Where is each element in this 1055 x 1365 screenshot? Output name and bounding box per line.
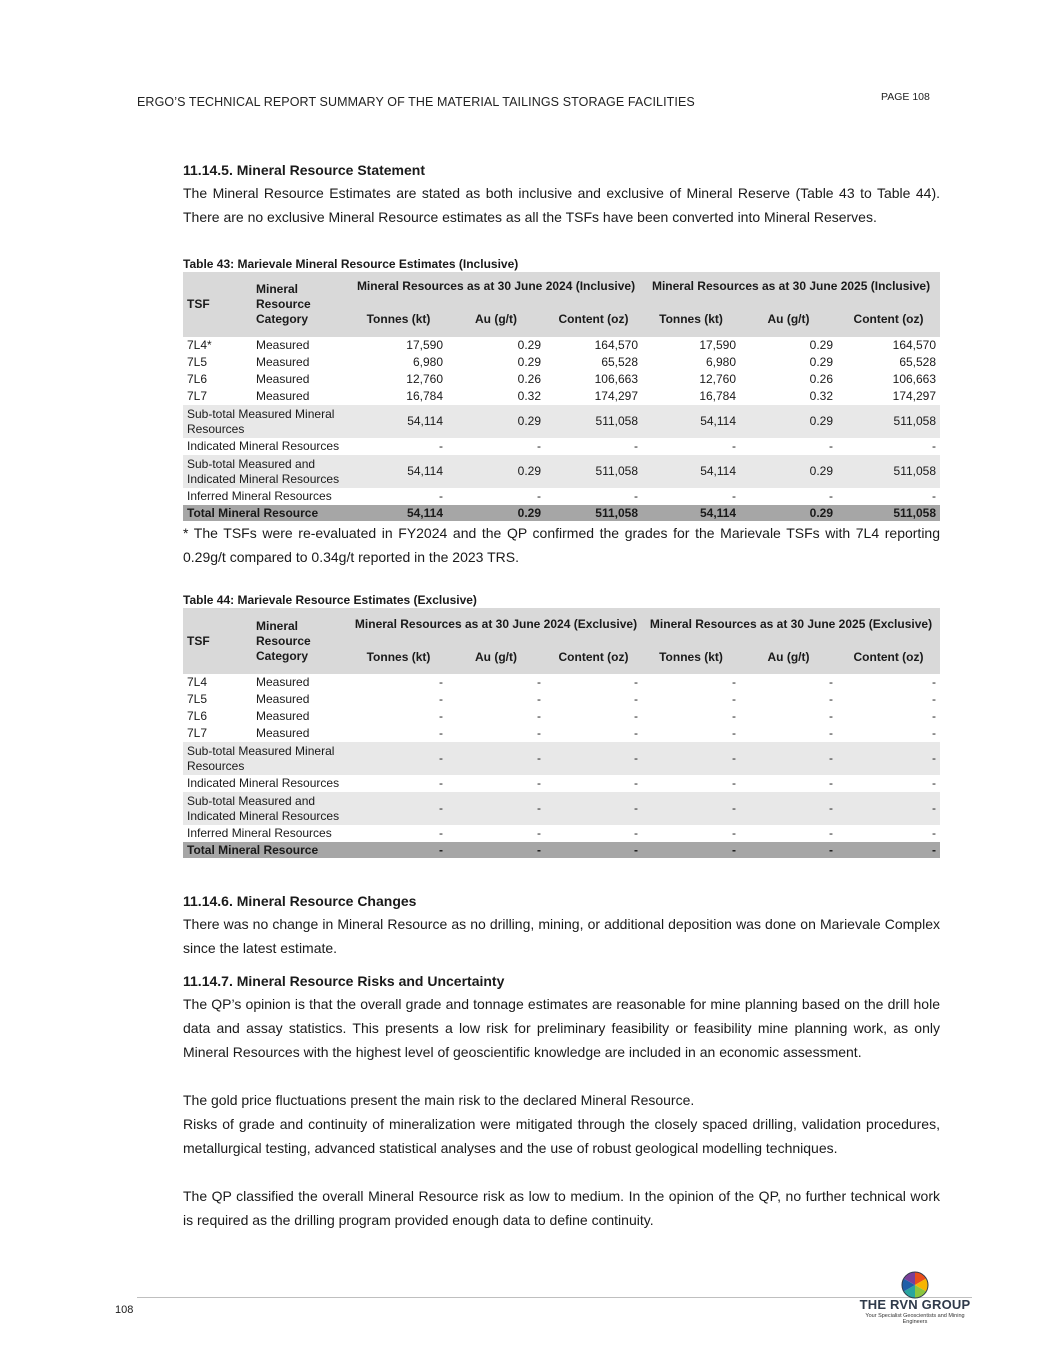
cell-label: Sub-total Measured and Indicated Mineral Resources	[183, 792, 350, 825]
cell-value: -	[634, 692, 638, 706]
col-header-tonnes: Tonnes (kt)	[350, 301, 447, 337]
section-heading: 11.14.7. Mineral Resource Risks and Uncertainty	[183, 973, 505, 989]
table-row	[183, 775, 940, 792]
cell-value: 0.29	[740, 505, 837, 521]
cell-value: 0.29	[517, 338, 541, 352]
cell-value: -	[634, 675, 638, 689]
col-header-content: Content (oz)	[545, 640, 642, 674]
cell-value: -	[447, 792, 545, 825]
cell-value: -	[439, 776, 443, 790]
cell-value: 12,760	[406, 372, 443, 386]
col-header-au: Au (g/t)	[740, 301, 837, 337]
cell-value: -	[439, 692, 443, 706]
cell-value: -	[439, 826, 443, 840]
cell-value: -	[439, 439, 443, 453]
cell-value: 511,058	[837, 455, 940, 488]
col-group-2025: Mineral Resources as at 30 June 2025 (Inclusive)	[642, 272, 940, 301]
cell-value: 0.29	[517, 355, 541, 369]
cell-label: Inferred Mineral Resources	[187, 826, 332, 840]
resource-table-inclusive	[183, 272, 940, 521]
table-row	[183, 371, 940, 388]
table-row	[183, 825, 940, 842]
cell-label: Inferred Mineral Resources	[187, 489, 332, 503]
table-row	[183, 438, 940, 455]
cell-value: -	[837, 792, 940, 825]
paragraph: The Mineral Resource Estimates are stated as both inclusive and exclusive of Mineral Reserve (Table 43 to Table 44). There are no exclusive Mineral Resource estimates as all the TSFs have been converted into Mineral Reserves.	[183, 185, 940, 225]
cell-value: -	[740, 842, 837, 858]
col-header-content: Content (oz)	[837, 640, 940, 674]
cell-label: Total Mineral Resource	[183, 505, 350, 521]
cell-value: -	[545, 842, 642, 858]
col-header-tsf: TSF	[183, 608, 252, 674]
cell-value: -	[439, 675, 443, 689]
table-row	[183, 354, 940, 371]
cell-label: Indicated Mineral Resources	[187, 439, 340, 453]
cell-value: -	[537, 709, 541, 723]
table-note: * The TSFs were re-evaluated in FY2024 and the QP confirmed the grades for the Marievale TSFs with 7L4 reporting 0.29g/t compared to 0.34g/t reported in the 2023 TRS.	[183, 525, 940, 565]
cell-value: -	[732, 692, 736, 706]
cell-value: -	[545, 742, 642, 775]
cell-value: 54,114	[642, 405, 740, 438]
cell-value: 174,297	[892, 389, 937, 403]
cell-value: -	[642, 792, 740, 825]
cell-value: -	[932, 675, 936, 689]
col-header-au: Au (g/t)	[447, 301, 545, 337]
cell-value: -	[732, 709, 736, 723]
cell-tsf: 7L7	[187, 726, 208, 740]
cell-value: 174,297	[594, 389, 639, 403]
resource-table-exclusive	[183, 608, 940, 858]
cell-value: 65,528	[899, 355, 937, 369]
header-title: ERGO’S TECHNICAL REPORT SUMMARY OF THE MATERIAL TAILINGS STORAGE FACILITIES	[137, 95, 695, 109]
paragraph: The gold price fluctuations present the main risk to the declared Mineral Resource.	[183, 1092, 695, 1108]
table-row	[183, 488, 940, 505]
paragraph: The QP classified the overall Mineral Resource risk as low to medium. In the opinion of the QP, no further technical work is required as the drilling program provided enough data to define continuity.	[183, 1188, 940, 1228]
cell-value: -	[732, 776, 736, 790]
cell-value: 0.29	[809, 355, 834, 369]
subtotal-row	[183, 742, 940, 775]
cell-value: -	[932, 489, 937, 503]
paragraph: There was no change in Mineral Resource as no drilling, mining, or additional deposition was done on Marievale Complex since the latest estimate.	[183, 916, 940, 956]
cell-value: 0.29	[447, 455, 545, 488]
cell-tsf: 7L4*	[187, 338, 212, 352]
cell-value: -	[634, 489, 639, 503]
footer-divider	[137, 1297, 972, 1298]
cell-value: -	[537, 826, 541, 840]
table-row	[183, 691, 940, 708]
col-header-au: Au (g/t)	[447, 640, 545, 674]
cell-value: -	[642, 842, 740, 858]
col-header-tonnes: Tonnes (kt)	[350, 640, 447, 674]
cell-value: 17,590	[699, 338, 737, 352]
cell-value: 12,760	[699, 372, 737, 386]
total-row	[183, 842, 940, 858]
col-header-tonnes: Tonnes (kt)	[642, 640, 740, 674]
cell-category: Measured	[256, 692, 310, 706]
cell-value: -	[829, 489, 834, 503]
cell-value: 54,114	[642, 505, 740, 521]
rvn-group-logo	[855, 1270, 975, 1325]
cell-category: Measured	[256, 675, 310, 689]
cell-label: Sub-total Measured Mineral Resources	[183, 405, 350, 438]
table-row	[183, 725, 940, 742]
total-row	[183, 505, 940, 521]
col-header-category: Mineral Resource Category	[252, 608, 350, 674]
cell-value: -	[634, 709, 638, 723]
cell-value: -	[932, 439, 937, 453]
section-resource-changes	[183, 892, 940, 960]
cell-tsf: 7L5	[187, 692, 208, 706]
cell-value: -	[829, 692, 833, 706]
table-43-block	[183, 256, 940, 569]
cell-category: Measured	[256, 355, 310, 369]
cell-value: -	[537, 439, 541, 453]
cell-value: -	[732, 439, 737, 453]
cell-value: 0.29	[740, 455, 837, 488]
table-caption: Table 44: Marievale Resource Estimates (Exclusive)	[183, 593, 477, 607]
section-resource-statement	[183, 161, 940, 229]
cell-value: 6,980	[705, 355, 737, 369]
cell-category: Measured	[256, 372, 310, 386]
cell-value: -	[447, 742, 545, 775]
cell-tsf: 7L5	[187, 355, 208, 369]
cell-value: -	[537, 776, 541, 790]
cell-value: 106,663	[892, 372, 937, 386]
cell-value: 0.26	[809, 372, 834, 386]
cell-value: -	[634, 439, 639, 453]
table-row	[183, 388, 940, 405]
col-group-2024: Mineral Resources as at 30 June 2024 (Exclusive)	[350, 608, 642, 640]
cell-value: -	[932, 726, 936, 740]
cell-value: -	[740, 742, 837, 775]
col-header-tsf: TSF	[183, 272, 252, 337]
cell-value: -	[732, 726, 736, 740]
cell-label: Total Mineral Resource	[183, 842, 350, 858]
cell-value: 65,528	[601, 355, 639, 369]
cell-value: 511,058	[545, 455, 642, 488]
col-group-2025: Mineral Resources as at 30 June 2025 (Exclusive)	[642, 608, 940, 640]
cell-value: -	[932, 826, 936, 840]
table-row	[183, 674, 940, 691]
header-page-label: PAGE 108	[881, 91, 930, 103]
cell-value: 511,058	[545, 505, 642, 521]
logo-text: THE RVN GROUP	[859, 1297, 971, 1312]
cell-value: -	[732, 675, 736, 689]
cell-value: 0.29	[447, 505, 545, 521]
cell-label: Sub-total Measured and Indicated Mineral Resources	[183, 455, 350, 488]
cell-value: -	[837, 842, 940, 858]
cell-value: 164,570	[594, 338, 639, 352]
cell-value: -	[932, 776, 936, 790]
cell-tsf: 7L7	[187, 389, 208, 403]
cell-tsf: 7L6	[187, 709, 208, 723]
cell-category: Measured	[256, 726, 310, 740]
cell-value: 16,784	[699, 389, 737, 403]
cell-value: 164,570	[892, 338, 937, 352]
cell-value: -	[732, 826, 736, 840]
table-caption: Table 43: Marievale Mineral Resource Estimates (Inclusive)	[183, 257, 519, 271]
cell-value: 54,114	[350, 455, 447, 488]
cell-tsf: 7L6	[187, 372, 208, 386]
cell-value: -	[439, 726, 443, 740]
col-header-au: Au (g/t)	[740, 640, 837, 674]
cell-value: 511,058	[837, 505, 940, 521]
cell-value: -	[634, 726, 638, 740]
cell-category: Measured	[256, 709, 310, 723]
cell-value: -	[829, 675, 833, 689]
subtotal-row	[183, 405, 940, 438]
cell-value: 6,980	[412, 355, 443, 369]
cell-value: -	[537, 692, 541, 706]
table-44-block	[183, 592, 940, 858]
section-heading: 11.14.6. Mineral Resource Changes	[183, 893, 417, 909]
cell-value: 0.32	[517, 389, 541, 403]
cell-value: -	[829, 826, 833, 840]
cell-value: -	[545, 792, 642, 825]
paragraph: The QP’s opinion is that the overall grade and tonnage estimates are reasonable for mine planning based on the drill hole data and assay statistics. This presents a low risk for preliminary feasibility or feasibility mine planning work, as only Mineral Resources with the highest level of geoscientific knowledge are included in an economic assessment.	[183, 996, 940, 1060]
cell-value: -	[350, 842, 447, 858]
cell-value: 0.26	[517, 372, 541, 386]
cell-value: 16,784	[406, 389, 443, 403]
cell-value: -	[537, 726, 541, 740]
cell-value: -	[829, 726, 833, 740]
table-row	[183, 708, 940, 725]
subtotal-row	[183, 792, 940, 825]
logo-tagline: Your Specialist Geoscientists and Mining Engineers	[865, 1313, 965, 1325]
cell-value: 0.29	[809, 338, 834, 352]
cell-value: 0.29	[740, 405, 837, 438]
cell-value: -	[642, 742, 740, 775]
cell-value: -	[732, 489, 737, 503]
cell-value: -	[829, 709, 833, 723]
cell-value: -	[932, 709, 936, 723]
cell-value: -	[537, 489, 541, 503]
paragraph: Risks of grade and continuity of mineralization were mitigated through the closely spaced drilling, validation procedures, metallurgical testing, advanced statistical analyses and the use of robust geological modelling techniques.	[183, 1116, 940, 1156]
cell-value: -	[439, 489, 443, 503]
cell-category: Measured	[256, 389, 310, 403]
cell-value: 54,114	[350, 505, 447, 521]
section-risks	[183, 972, 940, 1232]
logo-mark-icon	[855, 1270, 975, 1300]
cell-value: -	[537, 675, 541, 689]
cell-tsf: 7L4	[187, 675, 208, 689]
cell-value: -	[634, 826, 638, 840]
cell-value: -	[932, 692, 936, 706]
cell-value: -	[837, 742, 940, 775]
cell-value: -	[829, 776, 833, 790]
col-header-tonnes: Tonnes (kt)	[642, 301, 740, 337]
cell-value: -	[634, 776, 638, 790]
cell-label: Sub-total Measured Mineral Resources	[183, 742, 350, 775]
cell-value: -	[447, 842, 545, 858]
table-row	[183, 337, 940, 354]
footer-page-number: 108	[115, 1304, 134, 1316]
col-header-category: Mineral Resource Category	[252, 272, 350, 337]
cell-value: 511,058	[545, 405, 642, 438]
subtotal-row	[183, 455, 940, 488]
col-group-2024: Mineral Resources as at 30 June 2024 (Inclusive)	[350, 272, 642, 301]
cell-category: Measured	[256, 338, 310, 352]
cell-value: 54,114	[350, 405, 447, 438]
cell-value: -	[829, 439, 834, 453]
cell-value: 0.29	[447, 405, 545, 438]
cell-value: -	[350, 742, 447, 775]
cell-label: Indicated Mineral Resources	[187, 776, 340, 790]
cell-value: 106,663	[594, 372, 639, 386]
cell-value: 54,114	[642, 455, 740, 488]
cell-value: -	[350, 792, 447, 825]
cell-value: -	[740, 792, 837, 825]
cell-value: 0.32	[809, 389, 834, 403]
section-heading: 11.14.5. Mineral Resource Statement	[183, 162, 425, 178]
col-header-content: Content (oz)	[837, 301, 940, 337]
cell-value: 511,058	[837, 405, 940, 438]
cell-value: 17,590	[406, 338, 443, 352]
col-header-content: Content (oz)	[545, 301, 642, 337]
cell-value: -	[439, 709, 443, 723]
